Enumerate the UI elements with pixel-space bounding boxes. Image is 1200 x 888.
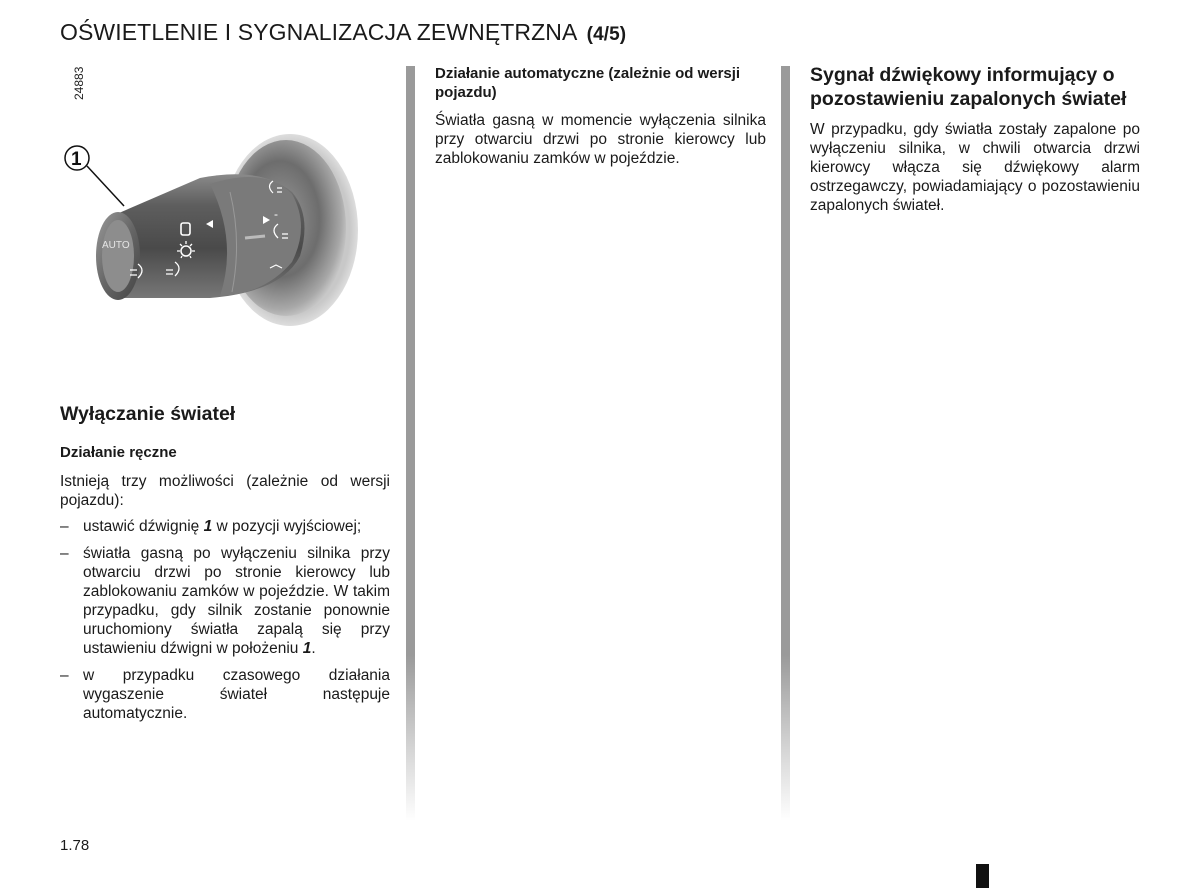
subtitle-automatic: Działanie automatyczne (zależnie od wersji pojazdu) (435, 65, 741, 101)
stalk-end-face (102, 220, 134, 292)
callout-number: 1 (71, 149, 82, 170)
list-item (60, 544, 390, 658)
section-title-warning-buzzer: Sygnał dźwiękowy informujący o pozostawieniu zapalonych świateł (810, 64, 1127, 110)
section-title-lights-off: Wyłączanie świateł (60, 403, 236, 425)
column-divider-bar (781, 66, 790, 821)
middle-column (435, 64, 766, 168)
page-title-text: OŚWIETLENIE I SYGNALIZACJA ZEWNĘTRZNA (60, 19, 577, 45)
stalk-auto-label: AUTO (102, 240, 130, 251)
list-item-text: światła gasną po wyłączeniu silnika przy otwarciu drzwi po stronie kierowcy lub zablokowaniu zamków w pojeździe. W takim przypadku, gdy silnik zostanie ponownie uruchomiony światła zapalą się przy ustawieniu dźwigni w położeniu (83, 545, 390, 657)
intro-paragraph: Istnieją trzy możliwości (zależnie od wersji pojazdu): (60, 473, 390, 509)
page-part-indicator: (4/5) (586, 24, 627, 45)
list-item-text: ustawić dźwignię (83, 518, 204, 535)
list-item (60, 517, 390, 536)
page-edge-tab (976, 864, 989, 888)
column-divider-bar (406, 66, 415, 821)
lever-reference: 1 (203, 518, 213, 535)
list-item-text: w przypadku czasowego działania wygaszenie świateł następuje automatycznie. (83, 667, 390, 722)
left-column (60, 402, 390, 731)
light-stalk-illustration (60, 66, 380, 356)
page-title (60, 19, 626, 46)
list-item-text: . (311, 640, 316, 657)
light-stalk-drawing (60, 66, 380, 356)
right-column (810, 63, 1140, 215)
lever-reference: 1 (302, 640, 312, 657)
list-item-text: w pozycji wyjściowej; (212, 518, 362, 535)
automatic-paragraph: Światła gasną w momencie wyłączenia silnika przy otwarciu drzwi po stronie kierowcy lub zablokowaniu zamków w pojeździe. (435, 112, 766, 167)
figure-reference-code: 24883 (72, 66, 86, 100)
warning-paragraph: W przypadku, gdy światła zostały zapalone po wyłączeniu silnika, w chwili otwarcia drzwi kierowcy włącza się dźwiękowy alarm ostrzegawczy, powiadamiający o pozostawieniu zapalonych świateł. (810, 121, 1140, 214)
list-dash: – (60, 667, 69, 684)
options-list (60, 517, 390, 723)
fog-minus-sign: - (274, 207, 278, 221)
stalk-pointer (245, 236, 265, 238)
list-item (60, 666, 390, 723)
list-dash: – (60, 518, 69, 535)
page-number: 1.78 (60, 837, 90, 854)
callout-leader-line (87, 166, 124, 206)
subtitle-manual: Działanie ręczne (60, 444, 177, 461)
list-dash: – (60, 545, 69, 562)
